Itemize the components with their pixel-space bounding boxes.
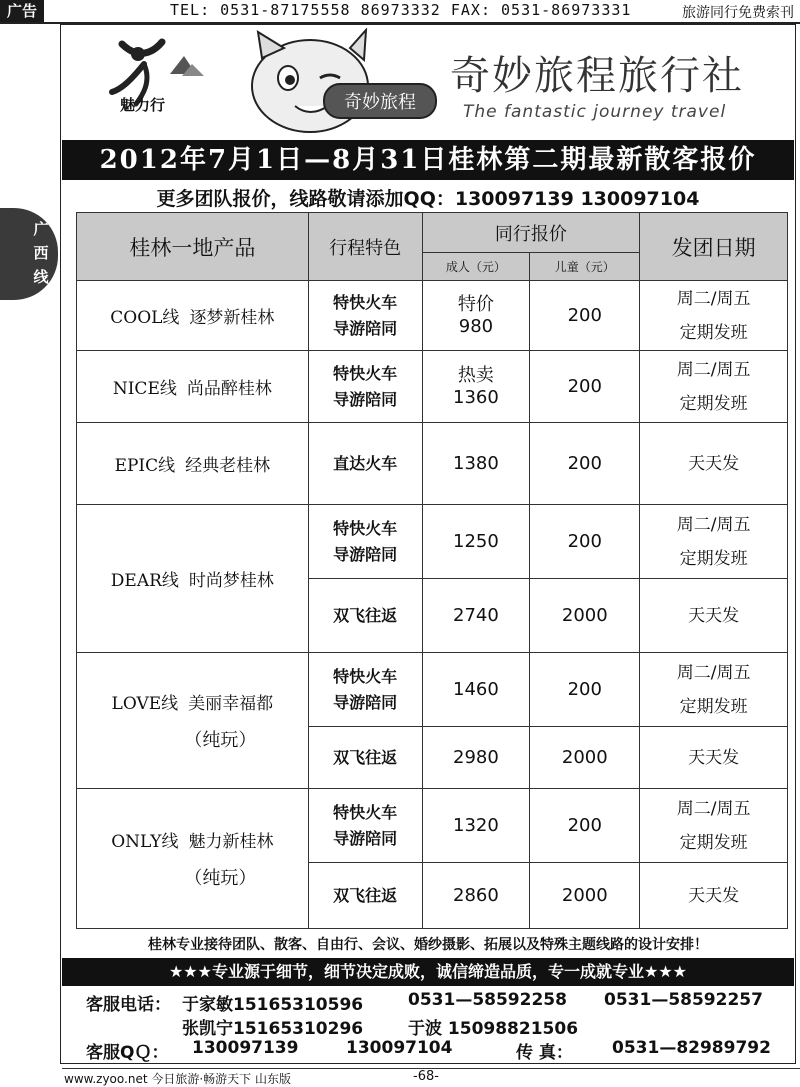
- phone-label: 客服电话：: [86, 995, 171, 1015]
- adult-price: 2980: [422, 727, 530, 789]
- cat-badge-text: 奇妙旅程: [344, 92, 416, 113]
- feature-line: 双飞往返: [308, 579, 422, 653]
- adult-price: 1380: [422, 423, 530, 505]
- feature-line: 导游陪同: [333, 828, 398, 848]
- feature-line: 导游陪同: [333, 389, 398, 409]
- header-price: 同行报价: [422, 213, 640, 253]
- product-cell: [77, 505, 309, 653]
- feature-line: 特快火车: [333, 363, 398, 383]
- brand-english: The fantastic journey travel: [463, 102, 727, 122]
- feature-line: 直达火车: [308, 423, 422, 505]
- price-table: [76, 212, 788, 929]
- route-code: NICE线: [112, 379, 177, 399]
- child-price: 200: [530, 789, 640, 863]
- date-line: 周二/周五: [676, 359, 751, 380]
- child-price: 2000: [530, 579, 640, 653]
- feature-line: 双飞往返: [308, 863, 422, 929]
- route-name: 逐梦新桂林: [189, 308, 275, 328]
- contact-line: TEL: 0531-87175558 86973332 FAX: 0531-86973331: [170, 1, 632, 19]
- route-name: 魅力新桂林: [188, 832, 274, 852]
- feature-line: 特快火车: [333, 802, 398, 822]
- header-adult: 成人（元）: [422, 253, 530, 281]
- product-cell: [77, 281, 309, 351]
- feature-cell: [308, 351, 422, 423]
- phone-5: 于波 15098821506: [408, 1019, 579, 1039]
- child-price: 2000: [530, 727, 640, 789]
- date-line: 周二/周五: [676, 288, 751, 309]
- date-line: 周二/周五: [676, 514, 751, 535]
- cat-mascot-icon: [240, 28, 440, 136]
- feature-line: 特快火车: [333, 518, 398, 538]
- product-cell: [77, 653, 309, 789]
- feature-cell: [308, 653, 422, 727]
- table-row: [77, 653, 788, 727]
- adult-price: 2740: [422, 579, 530, 653]
- product-cell: [77, 789, 309, 929]
- header-child: 儿童（元）: [530, 253, 640, 281]
- adult-price: 1250: [422, 505, 530, 579]
- date-line: 周二/周五: [676, 662, 751, 683]
- date-line: 定期发班: [679, 548, 748, 569]
- phone-1: 于家敏15165310596: [182, 995, 364, 1015]
- index-label: 旅游同行免费索刊: [682, 5, 794, 21]
- route-code: EPIC线: [114, 456, 176, 476]
- feature-line: 导游陪同: [333, 318, 398, 338]
- side-tab-char: 线: [33, 268, 49, 286]
- child-price: 2000: [530, 863, 640, 929]
- table-row: [77, 281, 788, 351]
- feature-line: 导游陪同: [333, 544, 398, 564]
- adult-price: 1460: [422, 653, 530, 727]
- route-code: DEAR线: [110, 571, 179, 591]
- adult-price-cell: [422, 351, 530, 423]
- header-product: 桂林一地产品: [77, 213, 309, 281]
- adult-price-cell: [422, 281, 530, 351]
- date-line: 定期发班: [679, 696, 748, 717]
- feature-cell: [308, 505, 422, 579]
- product-cell: [77, 423, 309, 505]
- route-name: 时尚梦桂林: [188, 571, 274, 591]
- logo-text: 魅力行: [120, 96, 166, 114]
- route-note: （纯玩）: [184, 730, 257, 751]
- adult-price: 1320: [422, 789, 530, 863]
- route-code: COOL线: [110, 308, 180, 328]
- product-cell: [77, 351, 309, 423]
- adult-price: 1360: [453, 386, 499, 408]
- side-tab-char: 广: [33, 220, 49, 238]
- route-note: （纯玩）: [184, 868, 257, 889]
- page-number: -68-: [413, 1069, 439, 1084]
- phone-2: 0531—58592258: [408, 990, 567, 1010]
- date-line: 定期发班: [679, 832, 748, 853]
- phone-4: 张凯宁15165310296: [182, 1019, 364, 1039]
- route-name: 尚品醉桂林: [186, 379, 272, 399]
- brand-name: 奇妙旅程旅行社: [450, 53, 744, 99]
- date-line: 定期发班: [679, 322, 748, 343]
- feature-cell: [308, 789, 422, 863]
- date-cell: [640, 653, 788, 727]
- slogan-bar: ★★★专业源于细节，细节决定成败，诚信缔造品质，专一成就专业★★★: [62, 958, 794, 986]
- feature-line: 特快火车: [333, 292, 398, 312]
- date-line: 天天发: [640, 579, 788, 653]
- feature-line: 特快火车: [333, 666, 398, 686]
- child-price: 200: [530, 423, 640, 505]
- service-line: 桂林专业接待团队、散客、自由行、会议、婚纱摄影、拓展以及特殊主题线路的设计安排！: [148, 937, 708, 953]
- page-title: 2012年7月1日—8月31日桂林第二期最新散客报价: [62, 140, 794, 180]
- date-cell: [640, 351, 788, 423]
- table-row: [77, 423, 788, 505]
- child-price: 200: [530, 281, 640, 351]
- date-cell: [640, 281, 788, 351]
- route-code: LOVE线: [111, 694, 179, 714]
- date-line: 天天发: [640, 863, 788, 929]
- feature-line: 双飞往返: [308, 727, 422, 789]
- footer-url: www.zyoo.net 今日旅游·畅游天下 山东版: [64, 1072, 291, 1086]
- side-tab-char: 西: [33, 244, 49, 262]
- date-line: 定期发班: [679, 393, 748, 414]
- fax-label: 传 真：: [516, 1043, 573, 1063]
- date-cell: [640, 505, 788, 579]
- price-tag: 特价: [457, 293, 494, 315]
- route-code: ONLY线: [111, 832, 179, 852]
- ad-label: 广告: [0, 0, 44, 22]
- qq-2: 130097104: [346, 1038, 453, 1058]
- qq-label: 客服QＱ：: [86, 1043, 169, 1063]
- feature-cell: [308, 281, 422, 351]
- table-row: [77, 351, 788, 423]
- phone-3: 0531—58592257: [604, 990, 763, 1010]
- date-line: 天天发: [640, 727, 788, 789]
- date-cell: [640, 789, 788, 863]
- child-price: 200: [530, 505, 640, 579]
- date-line: 天天发: [640, 423, 788, 505]
- table-row: [77, 789, 788, 863]
- fax-number: 0531—82989792: [612, 1038, 771, 1058]
- header-feature: 行程特色: [308, 213, 422, 281]
- table-row: [77, 505, 788, 579]
- subtitle-qq: 更多团队报价，线路敬请添加QQ：130097139 130097104: [156, 188, 700, 210]
- header-date: 发团日期: [640, 213, 788, 281]
- route-name: 经典老桂林: [185, 456, 271, 476]
- adult-price: 2860: [422, 863, 530, 929]
- price-tag: 热卖: [457, 364, 494, 386]
- child-price: 200: [530, 351, 640, 423]
- qq-1: 130097139: [192, 1038, 299, 1058]
- price-table-wrap: [76, 212, 788, 929]
- side-tab-guangxi: [0, 208, 58, 300]
- feature-line: 导游陪同: [333, 692, 398, 712]
- adult-price: 980: [458, 315, 494, 337]
- route-name: 美丽幸福都: [188, 694, 274, 714]
- child-price: 200: [530, 653, 640, 727]
- date-line: 周二/周五: [676, 798, 751, 819]
